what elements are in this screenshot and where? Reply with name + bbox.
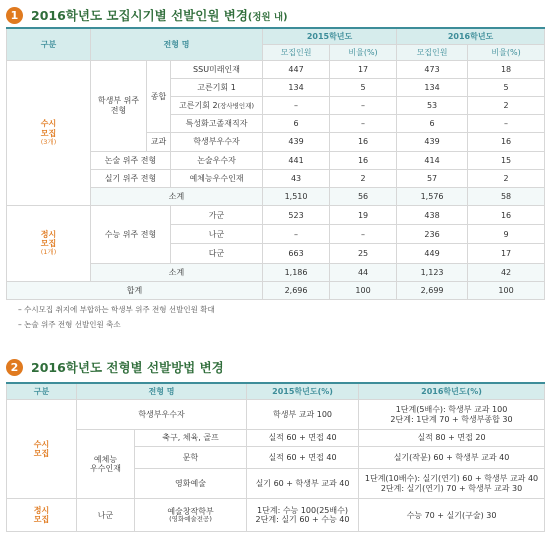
note-item: – 수시모집 취지에 부합하는 학생부 위주 전형 선발인원 확대 xyxy=(18,305,215,314)
table-row: 고른기회 1 134 5 134 5 xyxy=(7,78,545,96)
section2-number-badge: 2 xyxy=(6,359,23,376)
row-name: 문학 xyxy=(135,446,247,468)
section2-title: 2016학년도 전형별 선발방법 변경 xyxy=(31,360,224,375)
subtotal-row: 소계 1,186 44 1,123 42 xyxy=(7,263,545,281)
table-row: 문학 실적 60 + 면접 40 실기(작문) 60 + 학생부 교과 40 xyxy=(7,446,545,468)
header-2015: 2015학년도 xyxy=(263,28,397,44)
header-2016: 2016학년도(%) xyxy=(359,383,545,399)
row-name: 나군 xyxy=(171,225,263,244)
total-label: 합계 xyxy=(7,281,263,299)
subgroup-jonghap: 종합 xyxy=(147,60,171,133)
group-student-record: 학생부 위주 전형 xyxy=(91,60,147,151)
selection-count-table xyxy=(6,27,545,300)
group-nonsul: 논술 위주 전형 xyxy=(91,151,171,169)
category-jeongsi: 정시 모집 xyxy=(7,499,77,532)
header-count-2015: 모집인원 xyxy=(263,44,330,60)
group-suneung: 수능 위주 전형 xyxy=(91,206,171,264)
subtotal-label: 소계 xyxy=(91,187,263,205)
category-susi: 수시 모집 (3개) xyxy=(7,60,91,205)
table-row: 고른기회 2(장사병인재) – – 53 2 xyxy=(7,97,545,115)
header-ratio-2015: 비율(%) xyxy=(330,44,397,60)
row-name: 특성화고졸재직자 xyxy=(171,115,263,133)
group-yechae: 예체능 우수인재 xyxy=(77,430,135,499)
table-row: 정시 모집 나군 예술창작학부 (영화예술전공) 1단계: 수능 100(25배수) 2단계: 실기 60 + 수능 40 수능 70 + 실기(구술) 30 xyxy=(7,499,545,532)
row-name: 다군 xyxy=(171,244,263,263)
header-count-2016: 모집인원 xyxy=(397,44,468,60)
header-type: 전형 명 xyxy=(77,383,247,399)
total-row: 합계 2,696 100 2,699 100 xyxy=(7,281,545,299)
header-category: 구분 xyxy=(7,383,77,399)
subtotal-row: 소계 1,510 56 1,576 58 xyxy=(7,187,545,205)
row-name: 가군 xyxy=(171,206,263,225)
table-row: 다군 663 25 449 17 xyxy=(7,244,545,263)
table-row: 실기 위주 전형 예체능우수인재 43 2 57 2 xyxy=(7,169,545,187)
header-category: 구분 xyxy=(7,28,91,60)
row-name: 예체능우수인재 xyxy=(171,169,263,187)
table-row: 영화예술 실기 60 + 학생부 교과 40 1단계(10배수): 실기(연기) 60 + 학생부 교과 40 2단계: 실기(연기) 70 + 학생부 교과 30 xyxy=(7,468,545,499)
header-2015: 2015학년도(%) xyxy=(247,383,359,399)
category-susi: 수시 모집 xyxy=(7,399,77,499)
header-row-1 xyxy=(7,28,545,44)
category-jeongsi: 정시 모집 (1개) xyxy=(7,206,91,282)
header-2016: 2016학년도 xyxy=(397,28,545,44)
note-item: – 논술 위주 전형 선발인원 축소 xyxy=(18,320,121,329)
group-silgi: 실기 위주 전형 xyxy=(91,169,171,187)
selection-method-table xyxy=(6,382,545,532)
row-name: 학생부우수자 xyxy=(77,399,247,430)
table-row: 특성화고졸재직자 6 – 6 – xyxy=(7,115,545,133)
group-nagun: 나군 xyxy=(77,499,135,532)
row-name: SSU미래인재 xyxy=(171,60,263,78)
table-row: 나군 – – 236 9 xyxy=(7,225,545,244)
row-name: 고른기회 1 xyxy=(171,78,263,96)
header-row xyxy=(7,383,545,399)
section1-title: 2016학년도 모집시기별 선발인원 변경(정원 내) xyxy=(31,8,288,23)
row-name: 영화예술 xyxy=(135,468,247,499)
row-name: 고른기회 2(장사병인재) xyxy=(171,97,263,115)
table-row: 예체능 우수인재 축구, 체육, 골프 실적 60 + 면접 40 실적 80 + 면접 20 xyxy=(7,430,545,446)
subtotal-label: 소계 xyxy=(91,263,263,281)
section2-heading xyxy=(6,358,224,376)
row-name: 학생부우수자 xyxy=(171,133,263,151)
header-type: 전형 명 xyxy=(91,28,263,60)
section1-heading xyxy=(6,6,287,24)
table-row: 교과 학생부우수자 439 16 439 16 xyxy=(7,133,545,151)
table-row: 수시 모집 학생부우수자 학생부 교과 100 1단계(5배수): 학생부 교과 100 2단계: 1단계 70 + 학생부종합 30 xyxy=(7,399,545,430)
section1-number-badge: 1 xyxy=(6,7,23,24)
notes xyxy=(18,304,215,334)
subgroup-gyogwa: 교과 xyxy=(147,133,171,151)
table-row: 논술 위주 전형 논술우수자 441 16 414 15 xyxy=(7,151,545,169)
header-ratio-2016: 비율(%) xyxy=(468,44,545,60)
row-name: 논술우수자 xyxy=(171,151,263,169)
row-name: 축구, 체육, 골프 xyxy=(135,430,247,446)
row-name: 예술창작학부 (영화예술전공) xyxy=(135,499,247,532)
table-row: 정시 모집 (1개) 수능 위주 전형 가군 523 19 438 16 xyxy=(7,206,545,225)
table-row: 수시 모집 (3개) 학생부 위주 전형 종합 SSU미래인재 447 17 473 18 xyxy=(7,60,545,78)
